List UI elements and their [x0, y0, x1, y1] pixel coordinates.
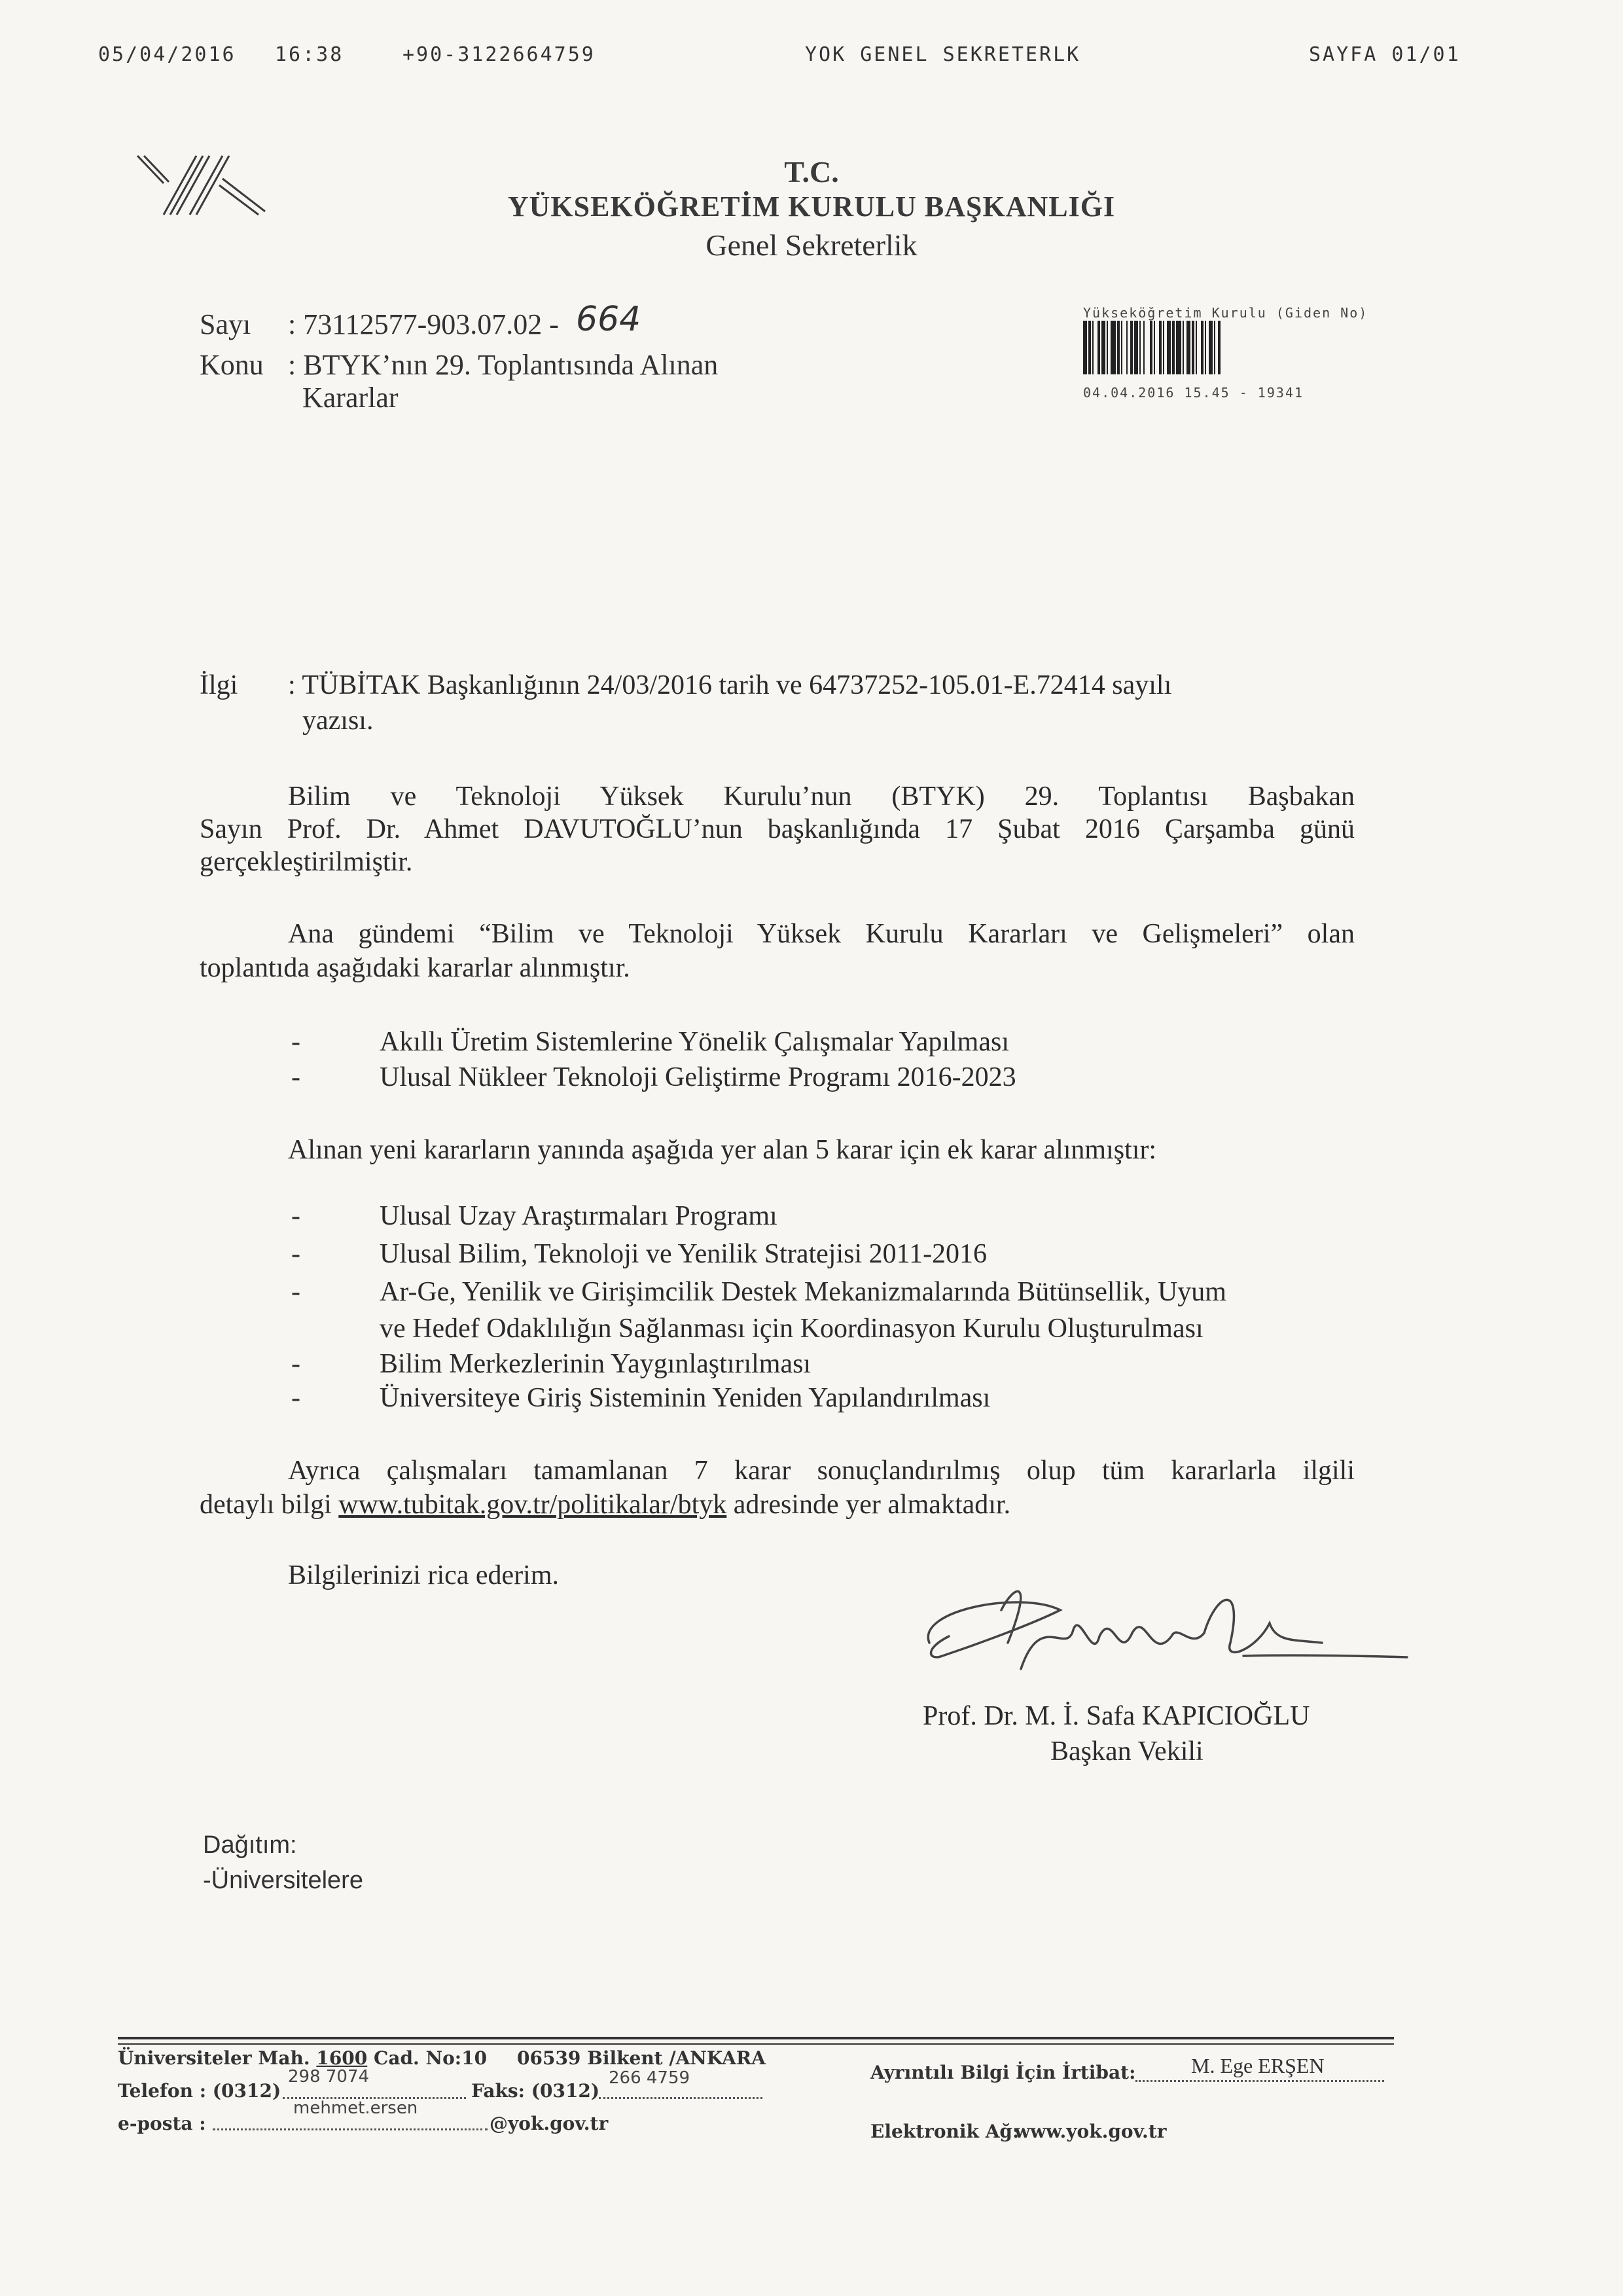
list-marker: -: [291, 1201, 300, 1231]
barcode: [1083, 321, 1306, 374]
footer-web-label: Elektronik Ağ:: [870, 2121, 1020, 2142]
paragraph-4-line1: Ayrıca çalışmaları tamamlanan 7 karar sonuçlandırılmış olup tüm kararlarla ilgili: [288, 1456, 1355, 1486]
sayi-handwritten: 664: [576, 300, 641, 339]
fax-sender: YOK GENEL SEKRETERLK: [805, 43, 1081, 66]
footer-address-mid: Cad. No:10: [374, 2047, 488, 2069]
letterhead-country: T.C.: [784, 155, 839, 188]
paragraph-2-line1: Ana gündemi “Bilim ve Teknoloji Yüksek Kurulu Kararları ve Gelişmeleri” olan: [288, 919, 1355, 949]
additional-decision-item: Bilim Merkezlerinin Yaygınlaştırılması: [380, 1349, 812, 1379]
barcode-stamp: 04.04.2016 15.45 - 19341: [1083, 385, 1304, 401]
paragraph-2-line2: toplantıda aşağıdaki kararlar alınmıştır.: [200, 953, 630, 983]
additional-decision-item: Ar-Ge, Yenilik ve Girişimcilik Destek Mekanizmalarında Bütünsellik, Uyum: [380, 1277, 1226, 1307]
closing-line: Bilgilerinizi rica ederim.: [288, 1560, 560, 1590]
footer-address-prefix: Üniversiteler Mah.: [118, 2047, 310, 2069]
footer-web-value[interactable]: www.yok.gov.tr: [1014, 2121, 1167, 2142]
footer-postal: 06539 Bilkent /ANKARA: [517, 2047, 766, 2069]
fax-date: 05/04/2016: [98, 43, 236, 66]
signatory-title: Başkan Vekili: [1050, 1736, 1204, 1767]
footer-divider: [118, 2037, 1394, 2039]
footer-phone-label: Telefon : (0312): [118, 2080, 281, 2102]
signature-icon: [903, 1571, 1414, 1702]
barcode-bar: [1111, 321, 1116, 374]
konu-line2: Kararlar: [302, 382, 399, 414]
footer-phone-value: 298 7074: [288, 2067, 370, 2087]
ilgi-line1: : TÜBİTAK Başkanlığının 24/03/2016 tarih ve 64737252-105.01-E.72414 sayılı: [288, 670, 1172, 700]
paragraph-4-suffix: adresinde yer almaktadır.: [733, 1490, 1011, 1520]
handwritten-signature: [903, 1571, 1414, 1702]
sayi-label: Sayı: [200, 308, 251, 340]
list-marker: -: [291, 1027, 300, 1057]
footer-email-user: mehmet.ersen: [293, 2098, 418, 2118]
paragraph-1-line3: gerçekleştirilmiştir.: [200, 847, 413, 877]
list-marker: -: [291, 1349, 300, 1379]
paragraph-3: Alınan yeni kararların yanında aşağıda yer alan 5 karar için ek karar alınmıştır:: [288, 1135, 1157, 1165]
ilgi-label: İlgi: [200, 670, 238, 700]
konu-label: Konu: [200, 349, 264, 381]
footer-fax-value: 266 4759: [609, 2068, 690, 2088]
letterhead-department: Genel Sekreterlik: [705, 228, 918, 262]
barcode-label: Yükseköğretim Kurulu (Giden No): [1083, 305, 1368, 321]
paragraph-1-line1: Bilim ve Teknoloji Yüksek Kurulu’nun (BTYK) 29. Toplantısı Başbakan: [288, 781, 1355, 812]
additional-decision-item: Ulusal Bilim, Teknoloji ve Yenilik Stratejisi 2011-2016: [380, 1239, 988, 1269]
barcode-bar: [1145, 321, 1150, 374]
additional-decision-item: Ulusal Uzay Araştırmaları Programı: [380, 1201, 777, 1231]
footer-address: [118, 2047, 487, 2069]
new-decision-item: Ulusal Nükleer Teknoloji Geliştirme Programı 2016-2023: [380, 1062, 1016, 1092]
footer-email-dots: [213, 2128, 488, 2130]
distribution-label: Dağıtım:: [203, 1831, 297, 1859]
additional-decision-item: Üniversiteye Giriş Sisteminin Yeniden Yapılandırılması: [380, 1383, 991, 1413]
fax-phone: +90-3122664759: [402, 43, 596, 66]
footer-contact-dots: [1135, 2080, 1384, 2082]
footer-email-domain[interactable]: @yok.gov.tr: [490, 2113, 609, 2134]
sayi-value: : 73112577-903.07.02 -: [288, 308, 559, 340]
list-marker: -: [291, 1062, 300, 1092]
barcode-bar: [1176, 321, 1181, 374]
letterhead-organization: YÜKSEKÖĞRETİM KURULU BAŞKANLIĞI: [507, 190, 1116, 223]
fax-time: 16:38: [275, 43, 344, 66]
list-marker: -: [291, 1277, 300, 1307]
paragraph-4-prefix: detaylı bilgi: [200, 1490, 332, 1520]
ilgi-line2: yazısı.: [302, 706, 374, 736]
fax-page: SAYFA 01/01: [1309, 43, 1461, 66]
footer-fax-label: Faks: (0312): [471, 2080, 600, 2102]
footer-fax-dots: [599, 2097, 762, 2099]
paragraph-1-line2: Sayın Prof. Dr. Ahmet DAVUTOĞLU’nun başkanlığında 17 Şubat 2016 Çarşamba günü: [200, 814, 1355, 844]
paragraph-4-line2: [200, 1486, 1010, 1524]
footer-contact-label: Ayrıntılı Bilgi İçin İrtibat:: [870, 2062, 1136, 2083]
footer-email-label: e-posta :: [118, 2113, 206, 2134]
barcode-bar: [1221, 321, 1222, 374]
list-marker: -: [291, 1383, 300, 1413]
btyk-link[interactable]: www.tubitak.gov.tr/politikalar/btyk: [338, 1490, 727, 1520]
list-marker: -: [291, 1239, 300, 1269]
distribution-recipient: -Üniversitelere: [203, 1867, 363, 1894]
footer-address-num: 1600: [316, 2047, 368, 2069]
new-decision-item: Akıllı Üretim Sistemlerine Yönelik Çalışmalar Yapılması: [380, 1027, 1010, 1057]
konu-line1: : BTYK’nın 29. Toplantısında Alınan: [288, 349, 719, 381]
footer-divider-thin: [118, 2043, 1394, 2045]
additional-decision-item-cont: ve Hedef Odaklılığın Sağlanması için Koordinasyon Kurulu Oluşturulması: [380, 1314, 1204, 1344]
footer-contact-value: M. Ege ERŞEN: [1191, 2054, 1325, 2077]
signatory-name: Prof. Dr. M. İ. Safa KAPICIOĞLU: [923, 1701, 1310, 1731]
